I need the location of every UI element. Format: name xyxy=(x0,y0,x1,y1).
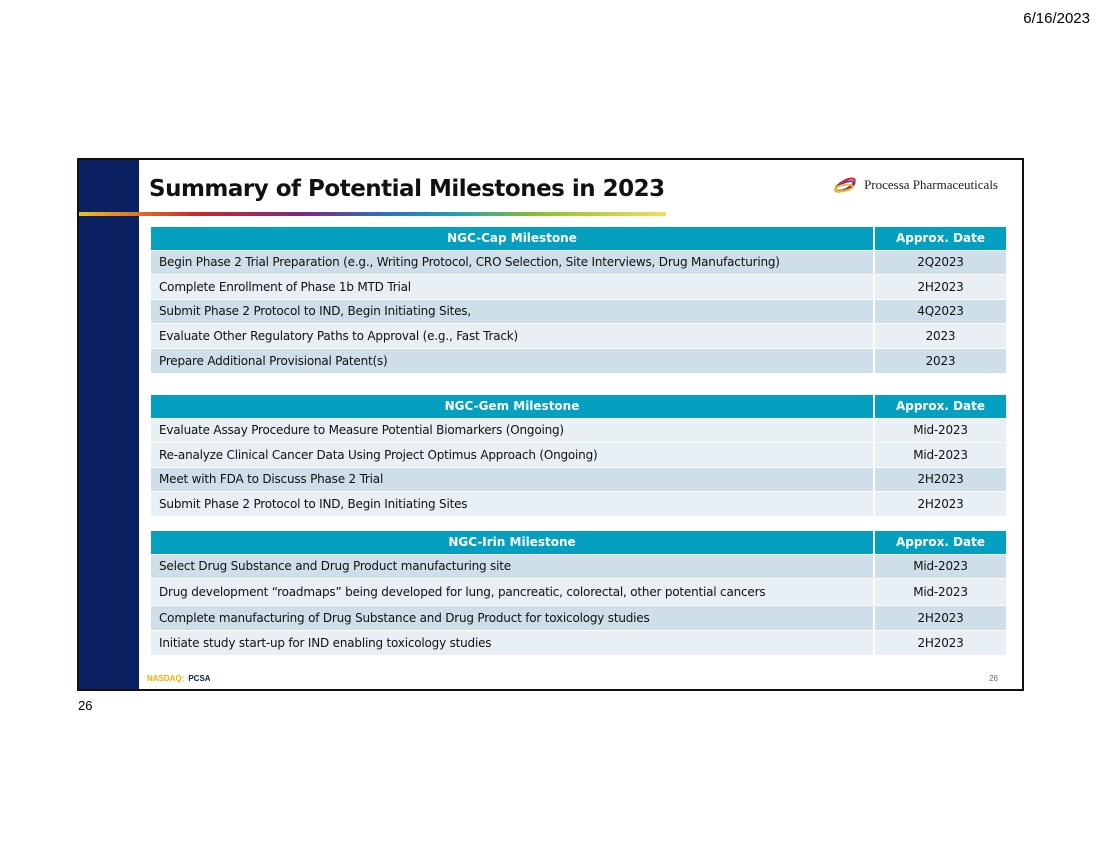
date-cell: 4Q2023 xyxy=(874,299,1006,324)
milestone-cell: Drug development “roadmaps” being developed for lung, pancreatic, colorectal, other potential cancers xyxy=(151,579,874,606)
column-header: Approx. Date xyxy=(874,531,1006,554)
gradient-rule xyxy=(79,212,666,216)
ngc-cap-table xyxy=(151,227,1006,373)
column-header: NGC-Irin Milestone xyxy=(151,531,874,554)
table-row xyxy=(151,275,1006,300)
milestone-cell: Submit Phase 2 Protocol to IND, Begin Initiating Sites, xyxy=(151,299,874,324)
table-row xyxy=(151,250,1006,275)
ticker-label: PCSA xyxy=(188,674,211,683)
milestone-cell: Submit Phase 2 Protocol to IND, Begin Initiating Sites xyxy=(151,492,874,517)
column-header: NGC-Cap Milestone xyxy=(151,227,874,250)
date-cell: Mid-2023 xyxy=(874,443,1006,468)
ngc-gem-table xyxy=(151,395,1006,516)
table-row xyxy=(151,606,1006,631)
milestone-cell: Begin Phase 2 Trial Preparation (e.g., Writing Protocol, CRO Selection, Site Interviews, Drug Manufacturing) xyxy=(151,250,874,275)
milestone-cell: Complete Enrollment of Phase 1b MTD Trial xyxy=(151,275,874,300)
date-cell: Mid-2023 xyxy=(874,418,1006,443)
milestone-cell: Prepare Additional Provisional Patent(s) xyxy=(151,348,874,373)
table-row xyxy=(151,554,1006,579)
slide-number: 26 xyxy=(989,674,998,683)
column-header: Approx. Date xyxy=(874,227,1006,250)
exchange-label: NASDAQ: xyxy=(147,674,185,683)
table-row xyxy=(151,467,1006,492)
table-row xyxy=(151,418,1006,443)
milestone-cell: Evaluate Assay Procedure to Measure Potential Biomarkers (Ongoing) xyxy=(151,418,874,443)
date-cell: Mid-2023 xyxy=(874,554,1006,579)
date-cell: 2023 xyxy=(874,324,1006,349)
milestone-cell: Initiate study start-up for IND enabling toxicology studies xyxy=(151,630,874,655)
table-row xyxy=(151,443,1006,468)
date-cell: Mid-2023 xyxy=(874,579,1006,606)
date-cell: 2H2023 xyxy=(874,630,1006,655)
table-row xyxy=(151,299,1006,324)
table-row xyxy=(151,492,1006,517)
milestone-cell: Re-analyze Clinical Cancer Data Using Project Optimus Approach (Ongoing) xyxy=(151,443,874,468)
milestone-cell: Meet with FDA to Discuss Phase 2 Trial xyxy=(151,467,874,492)
table-row xyxy=(151,579,1006,606)
ticker-footer xyxy=(147,674,211,683)
page-number: 26 xyxy=(78,698,93,713)
print-date: 6/16/2023 xyxy=(1023,10,1090,27)
processa-swirl-icon xyxy=(832,174,858,196)
date-cell: 2Q2023 xyxy=(874,250,1006,275)
milestone-cell: Select Drug Substance and Drug Product manufacturing site xyxy=(151,554,874,579)
date-cell: 2H2023 xyxy=(874,606,1006,631)
date-cell: 2H2023 xyxy=(874,275,1006,300)
navy-sidebar-band xyxy=(79,160,139,689)
milestone-cell: Complete manufacturing of Drug Substance and Drug Product for toxicology studies xyxy=(151,606,874,631)
column-header: Approx. Date xyxy=(874,395,1006,418)
slide xyxy=(77,158,1024,691)
milestone-cell: Evaluate Other Regulatory Paths to Approval (e.g., Fast Track) xyxy=(151,324,874,349)
table-row xyxy=(151,630,1006,655)
table-row xyxy=(151,348,1006,373)
company-logo xyxy=(832,174,998,196)
date-cell: 2023 xyxy=(874,348,1006,373)
logo-text: Processa Pharmaceuticals xyxy=(864,177,998,192)
slide-title: Summary of Potential Milestones in 2023 xyxy=(149,176,665,202)
date-cell: 2H2023 xyxy=(874,467,1006,492)
ngc-irin-table xyxy=(151,531,1006,655)
table-row xyxy=(151,324,1006,349)
column-header: NGC-Gem Milestone xyxy=(151,395,874,418)
date-cell: 2H2023 xyxy=(874,492,1006,517)
